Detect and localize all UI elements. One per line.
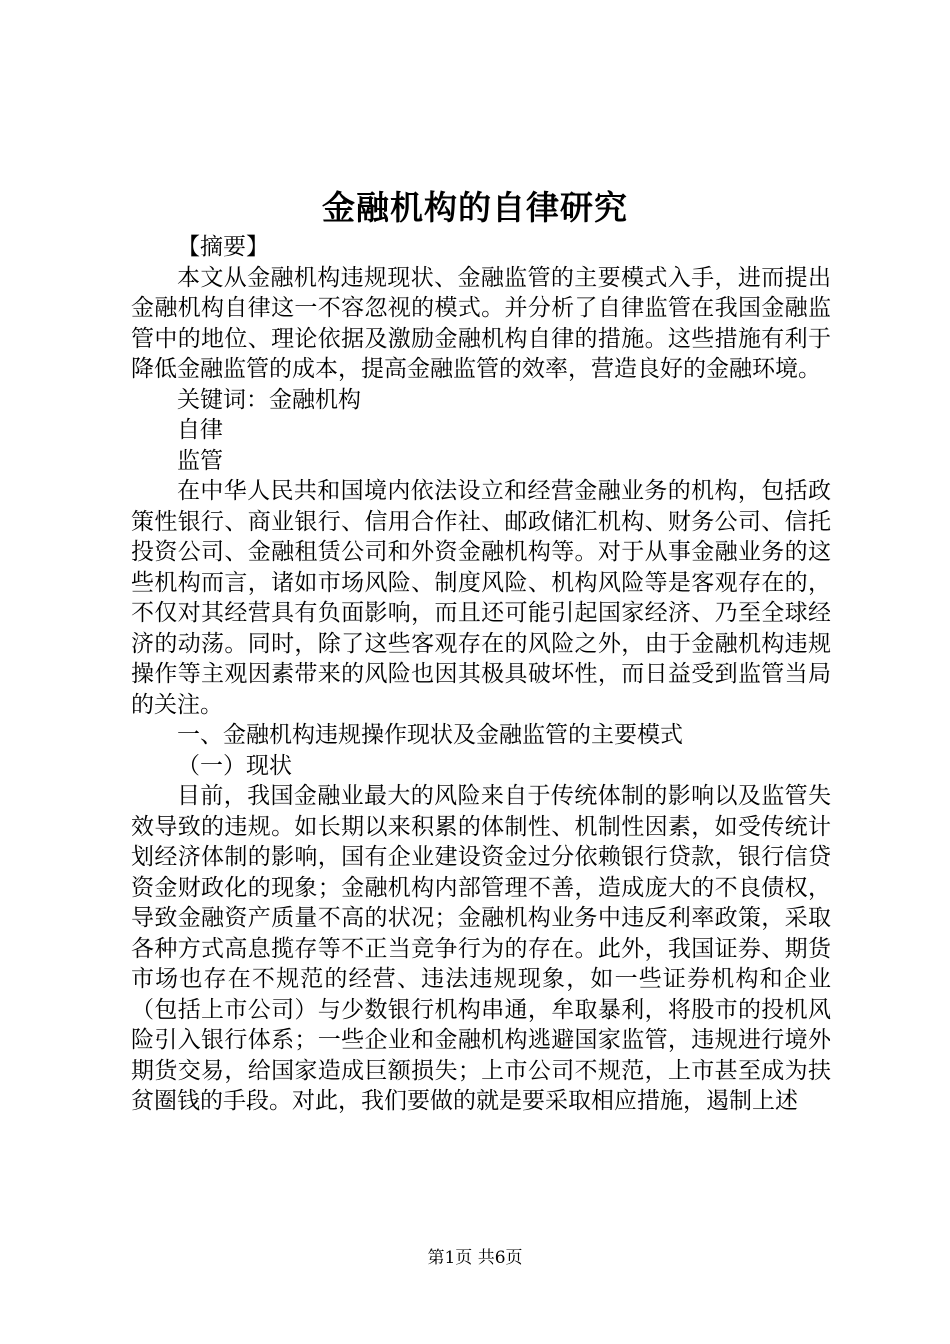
- document-title: 金融机构的自律研究: [322, 188, 628, 227]
- abstract-heading: 【摘要】: [177, 234, 269, 260]
- intro-paragraph: 在中华人民共和国境内依法设立和经营金融业务的机构，包括政策性银行、商业银行、信用合作社、邮政储汇机构、财务公司、信托投资公司、金融租赁公司和外资金融机构等。对于从事金融业务的这些机构而言，诸如市场风险、制度风险、机构风险等是客观存在的，不仅对其经营具有负面影响，而且还可能引起国家经济、乃至全球经济的动荡。同时，除了这些客观存在的风险之外，由于金融机构违规操作等主观因素带来的风险也因其极具破坏性，而日益受到监管当局的关注。: [131, 478, 831, 718]
- page-footer: 第1页 共6页: [427, 1248, 523, 1268]
- document-body: [131, 232, 831, 1117]
- keywords-line: 关键词：金融机构: [177, 386, 361, 413]
- keyword-item: 监管: [177, 447, 223, 474]
- keyword-item: 自律: [177, 417, 223, 443]
- body-paragraph: 目前，我国金融业最大的风险来自于传统体制的影响以及监管失效导致的违规。如长期以来积累的体制性、机制性因素，如受传统计划经济体制的影响，国有企业建设资金过分依赖银行贷款，银行信贷资金财政化的现象；金融机构内部管理不善，造成庞大的不良债权，导致金融资产质量不高的状况；金融机构业务中违反利率政策，采取各种方式高息揽存等不正当竞争行为的存在。此外，我国证券、期货市场也存在不规范的经营、违法违规现象，如一些证券机构和企业（包括上市公司）与少数银行机构串通，牟取暴利，将股市的投机风险引入银行体系；一些企业和金融机构逃避国家监管，违规进行境外期货交易，给国家造成巨额损失；上市公司不规范，上市甚至成为扶贫圈钱的手段。对此，我们要做的就是要采取相应措施，遏制上述: [131, 783, 831, 1114]
- section-heading: 一、金融机构违规操作现状及金融监管的主要模式: [177, 722, 683, 748]
- abstract-paragraph: 本文从金融机构违规现状、金融监管的主要模式入手，进而提出金融机构自律这一不容忽视的模式。并分析了自律监管在我国金融监管中的地位、理论依据及激励金融机构自律的措施。这些措施有利于降低金融监管的成本，提高金融监管的效率，营造良好的金融环境。: [131, 264, 831, 382]
- subsection-heading: （一）现状: [177, 752, 292, 779]
